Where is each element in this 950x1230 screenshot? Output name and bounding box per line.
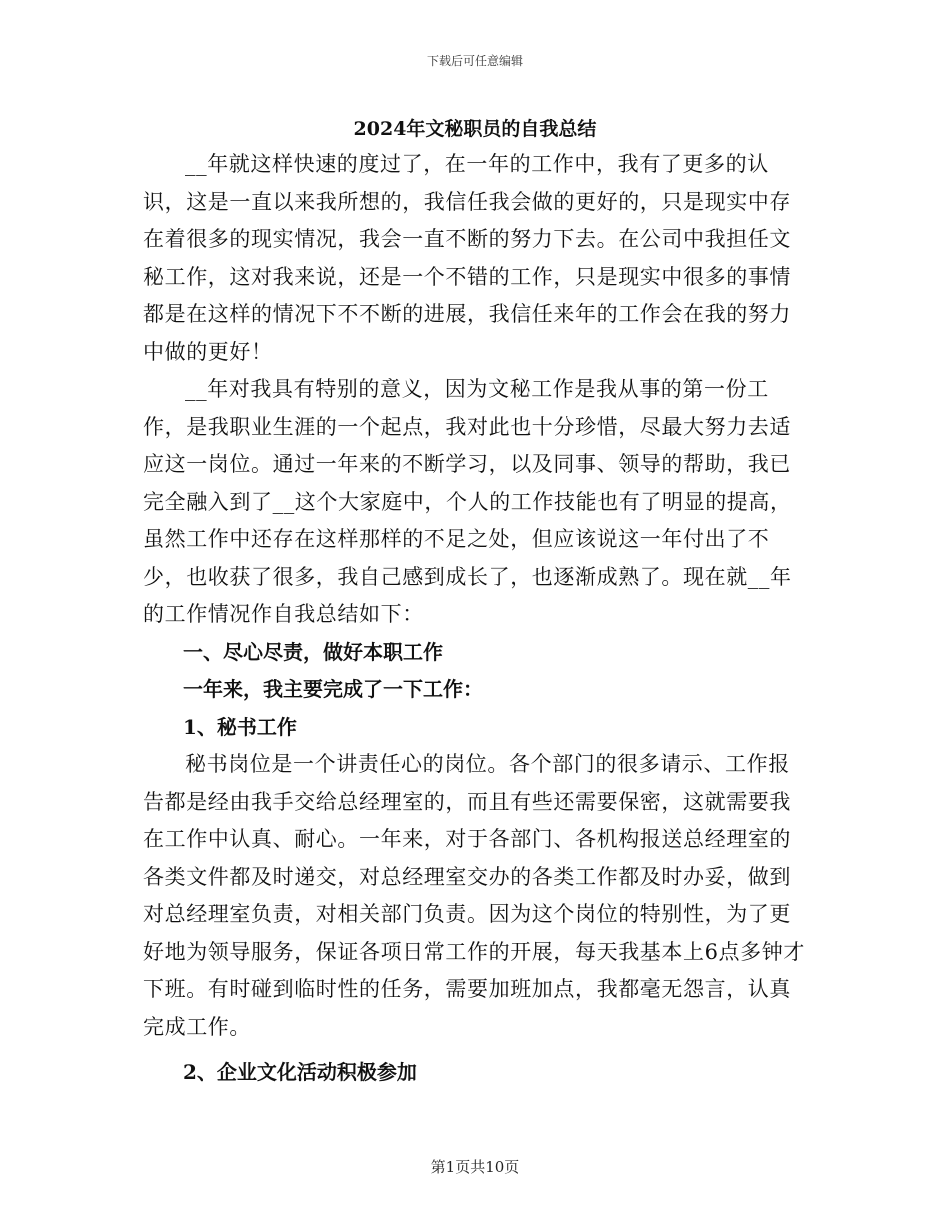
paragraph-3: 秘书岗位是一个讲责任心的岗位。各个部门的很多请示、工作报告都是经由我手交给总经理室的，而且有些还需要保密，这就需要我在工作中认真、耐心。一年来，对于各部门、各机构报送总经理室的各类文件都及时递交，对总经理室交办的各类工作都及时办妥，做到对总经理室负责，对相关部门负责。因为这个岗位的特别性，为了更好地为领导服务，保证各项日常工作的开展，每天我基本上6点多钟才下班。有时碰到临时性的任务，需要加班加点，我都毫无怨言，认真完成工作。 [143,752,805,1039]
document-body [143,146,808,1092]
paragraph-2: __年对我具有特别的意义，因为文秘工作是我从事的第一份工作，是我职业生涯的一个起点，我对此也十分珍惜，尽最大努力去适应这一岗位。通过一年来的不断学习，以及同事、领导的帮助，我已完全融入到了__这个大家庭中，个人的工作技能也有了明显的提高，虽然工作中还存在这样那样的不足之处，但应该说这一年付出了不少，也收获了很多，我自己感到成长了，也逐渐成熟了。现在就__年的工作情况作自我总结如下： [143,377,792,626]
section-heading-4: 2、企业文化活动积极参加 [183,1060,417,1084]
page-header: 下载后可任意编辑 [426,54,523,68]
page-footer: 第1页共10页 [430,1158,520,1176]
section-heading-2: 一年来，我主要完成了一下工作： [183,677,483,701]
document-title: 2024年文秘职员的自我总结 [353,118,597,140]
section-heading-3: 1、秘书工作 [183,714,297,739]
section-heading-1: 一、尽心尽责，做好本职工作 [183,639,443,664]
paragraph-1: __年就这样快速的度过了，在一年的工作中，我有了更多的认识，这是一直以来我所想的，我信任我会做的更好的，只是现实中存在着很多的现实情况，我会一直不断的努力下去。在公司中我担任文秘工作，这对我来说，还是一个不错的工作，只是现实中很多的事情都是在这样的情况下不不断的进展，我信任来年的工作会在我的努力中做的更好！ [143,152,791,364]
